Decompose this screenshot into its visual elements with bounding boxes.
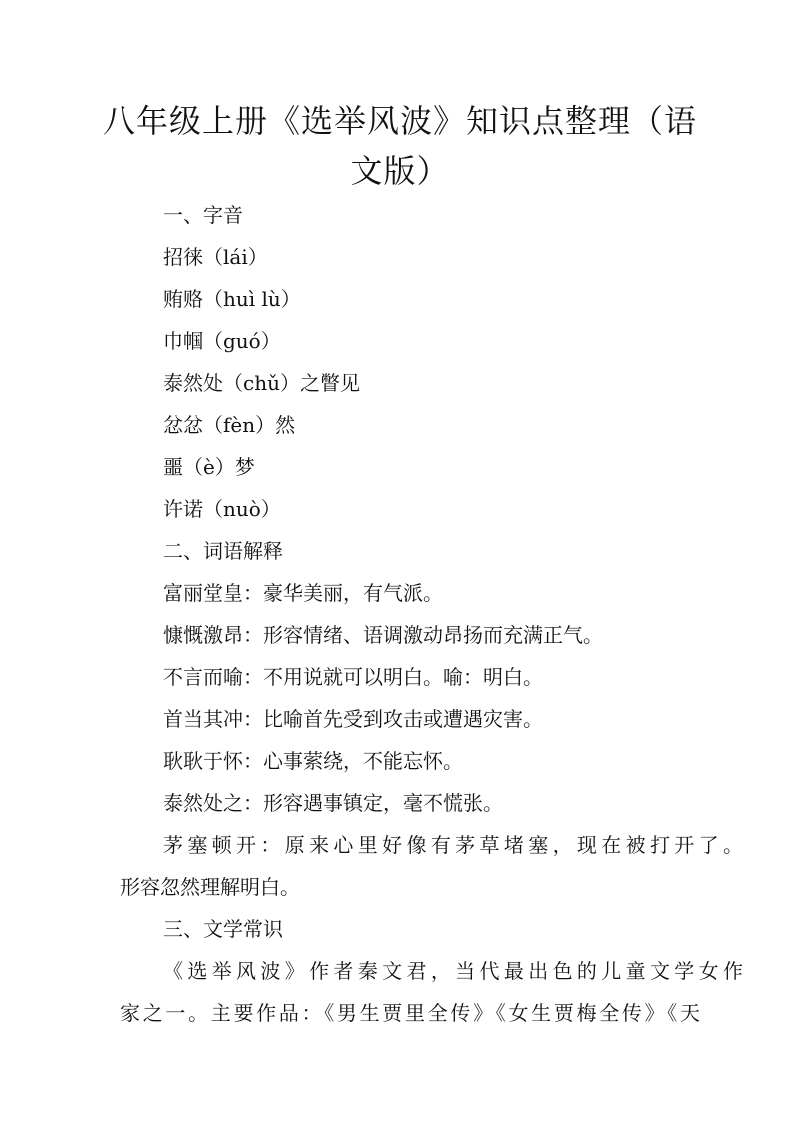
- section-heading-vocabulary: 二、词语解释: [163, 539, 283, 563]
- vocabulary-item: 首当其冲：比喻首先受到攻击或遭遇灾害。: [163, 707, 543, 731]
- literature-paragraph-line1: 《选举风波》作者秦文君，当代最出色的儿童文学女作: [163, 959, 743, 983]
- pronunciation-item: 泰然处（chǔ）之瞥见: [163, 371, 360, 395]
- vocabulary-item: 耿耿于怀：心事萦绕，不能忘怀。: [163, 749, 463, 773]
- section-heading-pronunciation: 一、字音: [163, 203, 243, 227]
- vocabulary-item: 不言而喻：不用说就可以明白。喻：明白。: [163, 665, 543, 689]
- pronunciation-item: 许诺（nuò）: [163, 497, 281, 521]
- vocabulary-item: 泰然处之：形容遇事镇定，毫不慌张。: [163, 791, 503, 815]
- literature-paragraph-line2: 家之一。主要作品：《男生贾里全传》《女生贾梅全传》《天: [120, 1001, 700, 1025]
- document-title: 八年级上册《选举风波》知识点整理（语文版）: [102, 102, 697, 190]
- vocabulary-item: 富丽堂皇：豪华美丽，有气派。: [163, 581, 443, 605]
- vocabulary-item-wrapped-line2: 形容忽然理解明白。: [120, 875, 300, 899]
- vocabulary-item: 慷慨激昂：形容情绪、语调激动昂扬而充满正气。: [163, 623, 603, 647]
- section-heading-literature: 三、文学常识: [163, 917, 283, 941]
- pronunciation-item: 招徕（lái）: [163, 245, 268, 269]
- pronunciation-item: 噩（è）梦: [163, 455, 255, 479]
- pronunciation-item: 贿赂（huì lù）: [163, 287, 301, 311]
- vocabulary-item-wrapped-line1: 茅塞顿开：原来心里好像有茅草堵塞，现在被打开了。: [163, 833, 743, 857]
- pronunciation-item: 忿忿（fèn）然: [163, 413, 296, 437]
- pronunciation-item: 巾帼（guó）: [163, 329, 281, 353]
